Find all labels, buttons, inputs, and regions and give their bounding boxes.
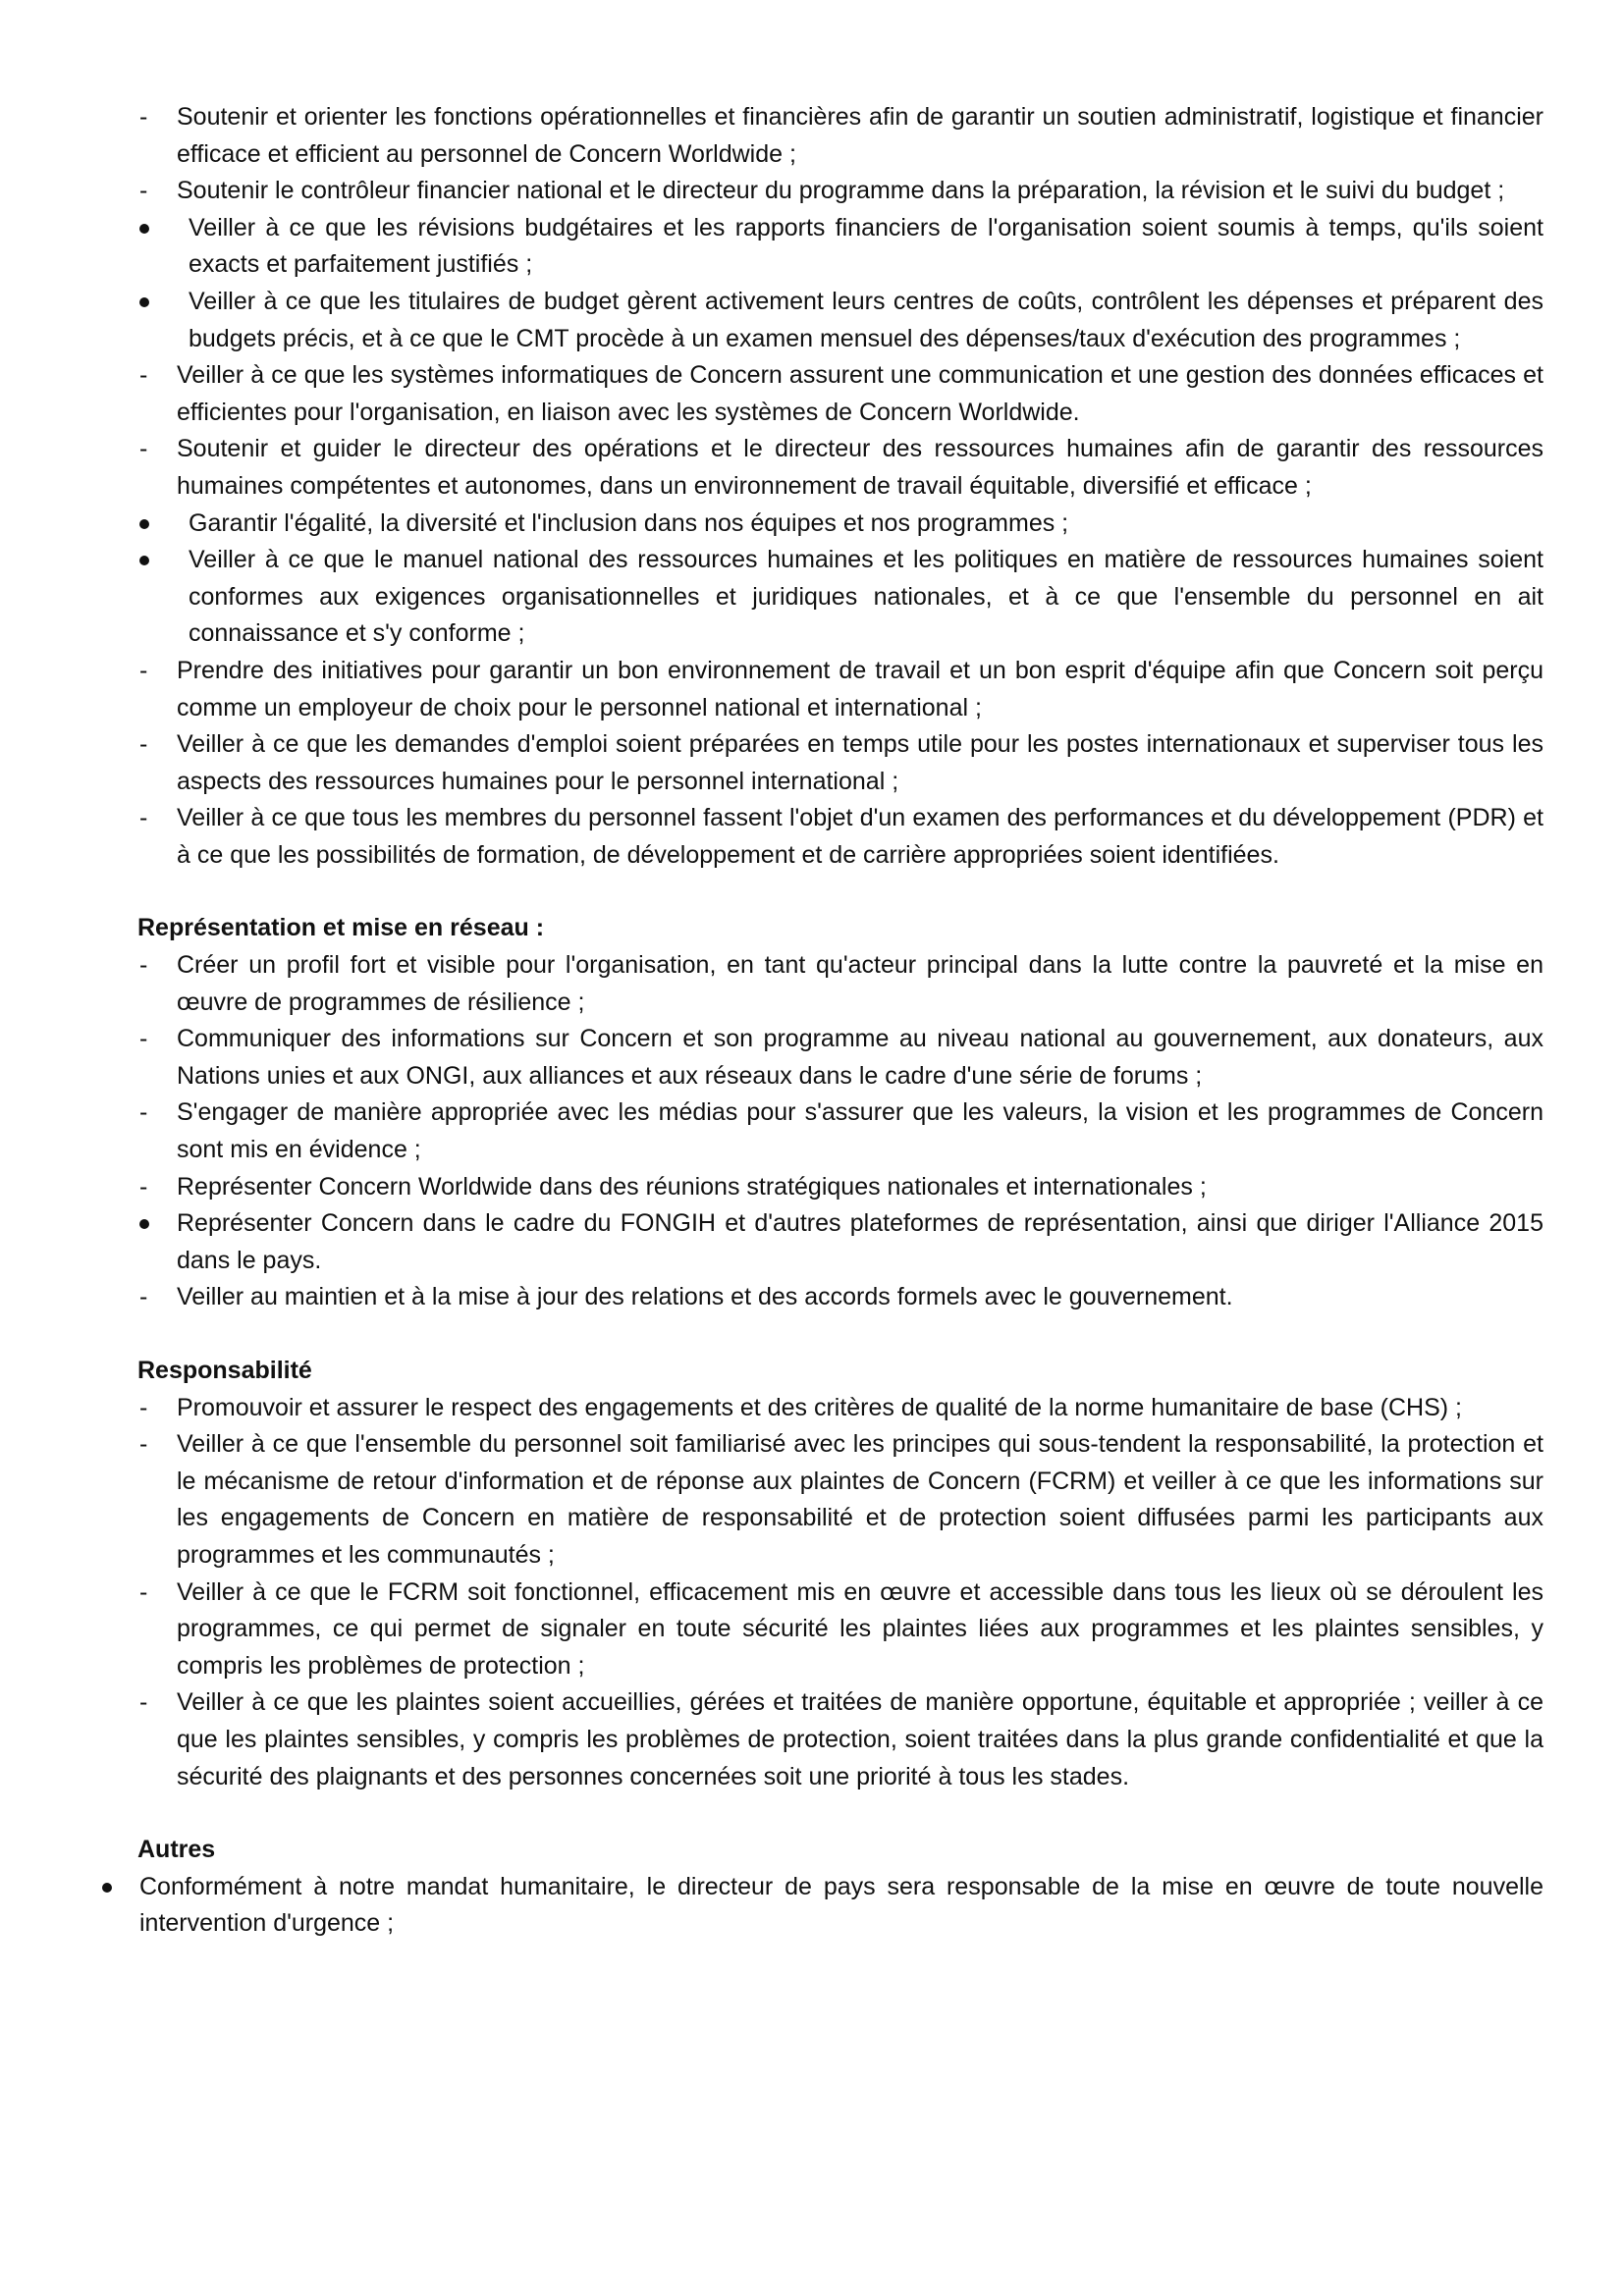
list-item-text: Veiller à ce que l'ensemble du personnel soit familiarisé avec les principes qui sous-tendent la responsabilité, la protection et le mécanisme de retour d'information et de réponse aux plaintes de Concern (FCRM) et veiller à ce que les informations sur les engagements de Concern en matière de responsabilité et de protection soient diffusées parmi les participants aux programmes et les communautés ; bbox=[177, 1430, 1543, 1569]
list-item-text: Garantir l'égalité, la diversité et l'inclusion dans nos équipes et nos programmes ; bbox=[189, 508, 1069, 537]
list-item bbox=[135, 726, 1543, 800]
list-item bbox=[135, 1095, 1543, 1168]
list-item bbox=[135, 1684, 1543, 1795]
list-item bbox=[135, 1169, 1543, 1206]
list-item bbox=[135, 1575, 1543, 1685]
list-item-text: S'engager de manière appropriée avec les médias pour s'assurer que les valeurs, la vision et les programmes de Concern sont mis en évidence ; bbox=[177, 1098, 1543, 1164]
list-item bbox=[135, 210, 1543, 284]
list-item-text: Veiller à ce que les plaintes soient accueillies, gérées et traitées de manière opportune, équitable et appropriée ; veiller à ce que les plaintes sensibles, y compris les problèmes de protection, soient traitées dans la plus grande confidentialité et que la sécurité des plaignants et des personnes concernées soit une priorité à tous les stades. bbox=[177, 1688, 1543, 1790]
list-item bbox=[98, 1869, 1543, 1943]
list-item-text: Veiller à ce que le FCRM soit fonctionnel, efficacement mis en œuvre et accessible dans tous les lieux où se déroulent les programmes, ce qui permet de signaler en toute sécurité les plaintes liées aux programmes et les plaintes sensibles, y compris les problèmes de protection ; bbox=[177, 1577, 1543, 1680]
dash-marker: - bbox=[139, 103, 148, 131]
list-item-text: Conformément à notre mandat humanitaire, le directeur de pays sera responsable de la mise en œuvre de toute nouvelle intervention d'urgence ; bbox=[139, 1872, 1543, 1938]
dash-marker: - bbox=[139, 804, 148, 832]
section-heading-representation: Représentation et mise en réseau : bbox=[137, 914, 545, 942]
bullet-icon bbox=[102, 1883, 112, 1893]
list-item-text: Veiller à ce que les titulaires de budget gèrent activement leurs centres de coûts, contrôlent les dépenses et préparent des budgets précis, et à ce que le CMT procède à un examen mensuel des dépenses/taux d'exécution des programmes ; bbox=[189, 287, 1543, 352]
list-item bbox=[135, 1279, 1543, 1316]
list-item-text: Prendre des initiatives pour garantir un bon environnement de travail et un bon esprit d'équipe afin que Concern soit perçu comme un employeur de choix pour le personnel national et international ; bbox=[177, 656, 1543, 721]
list-item bbox=[135, 947, 1543, 1021]
dash-marker: - bbox=[139, 1577, 148, 1606]
list-item bbox=[135, 1205, 1543, 1279]
list-item bbox=[135, 357, 1543, 431]
dash-marker: - bbox=[139, 1172, 148, 1201]
dash-marker: - bbox=[139, 656, 148, 684]
section-heading-responsabilite: Responsabilité bbox=[137, 1357, 312, 1384]
list-item bbox=[135, 506, 1543, 543]
list-item bbox=[135, 431, 1543, 505]
dash-marker: - bbox=[139, 730, 148, 759]
list-item-text: Soutenir le contrôleur financier national et le directeur du programme dans la préparation, la révision et le suivi du budget ; bbox=[177, 177, 1505, 205]
intro-list bbox=[135, 99, 1543, 874]
list-item-text: Veiller au maintien et à la mise à jour des relations et des accords formels avec le gouvernement. bbox=[177, 1283, 1233, 1311]
document-body bbox=[135, 99, 1543, 1943]
dash-marker: - bbox=[139, 361, 148, 390]
dash-marker: - bbox=[139, 435, 148, 463]
list-item-text: Veiller à ce que les systèmes informatiques de Concern assurent une communication et une gestion des données efficaces et efficientes pour l'organisation, en liaison avec les systèmes de Concern Worldwide. bbox=[177, 361, 1543, 426]
list-item-text: Veiller à ce que les demandes d'emploi soient préparées en temps utile pour les postes internationaux et superviser tous les aspects des ressources humaines pour le personnel international ; bbox=[177, 730, 1543, 795]
list-item bbox=[135, 1021, 1543, 1095]
responsabilite-list bbox=[135, 1390, 1543, 1796]
bullet-icon bbox=[139, 556, 149, 565]
representation-list bbox=[135, 947, 1543, 1316]
dash-marker: - bbox=[139, 1098, 148, 1127]
list-item-text: Représenter Concern dans le cadre du FONGIH et d'autres plateformes de représentation, ainsi que diriger l'Alliance 2015 dans le pays. bbox=[177, 1209, 1543, 1274]
list-item-text: Veiller à ce que le manuel national des ressources humaines et les politiques en matière de ressources humaines soient conformes aux exigences organisationnelles et juridiques nationales, et à ce que l'ensemble du personnel en ait connaissance et s'y conforme ; bbox=[189, 546, 1543, 648]
list-item-text: Créer un profil fort et visible pour l'organisation, en tant qu'acteur principal dans la lutte contre la pauvreté et la mise en œuvre de programmes de résilience ; bbox=[177, 951, 1543, 1016]
dash-marker: - bbox=[139, 951, 148, 980]
dash-marker: - bbox=[139, 1688, 148, 1717]
list-item-text: Communiquer des informations sur Concern et son programme au niveau national au gouvernement, aux donateurs, aux Nations unies et aux ONGI, aux alliances et aux réseaux dans le cadre d'une série de forums ; bbox=[177, 1025, 1543, 1090]
list-item bbox=[135, 1390, 1543, 1427]
bullet-icon bbox=[139, 224, 149, 234]
list-item-text: Veiller à ce que tous les membres du personnel fassent l'objet d'un examen des performances et du développement (PDR) et à ce que les possibilités de formation, de développement et de carrière appropriées soient identifiées. bbox=[177, 804, 1543, 869]
list-item-text: Soutenir et orienter les fonctions opérationnelles et financières afin de garantir un soutien administratif, logistique et financier efficace et efficient au personnel de Concern Worldwide ; bbox=[177, 103, 1543, 168]
bullet-icon bbox=[139, 519, 149, 529]
list-item-text: Représenter Concern Worldwide dans des réunions stratégiques nationales et internationales ; bbox=[177, 1172, 1207, 1201]
bullet-icon bbox=[139, 1219, 149, 1229]
dash-marker: - bbox=[139, 177, 148, 205]
list-item bbox=[135, 173, 1543, 210]
dash-marker: - bbox=[139, 1283, 148, 1311]
list-item bbox=[135, 800, 1543, 874]
list-item bbox=[135, 542, 1543, 653]
list-item bbox=[135, 1426, 1543, 1574]
bullet-icon bbox=[139, 297, 149, 307]
list-item bbox=[135, 284, 1543, 357]
list-item bbox=[135, 653, 1543, 726]
dash-marker: - bbox=[139, 1393, 148, 1421]
section-heading-autres: Autres bbox=[137, 1836, 216, 1864]
autres-list bbox=[135, 1869, 1543, 1943]
list-item-text: Soutenir et guider le directeur des opérations et le directeur des ressources humaines afin de garantir des ressources humaines compétentes et autonomes, dans un environnement de travail équitable, diversifié et efficace ; bbox=[177, 435, 1543, 500]
list-item-text: Promouvoir et assurer le respect des engagements et des critères de qualité de la norme humanitaire de base (CHS) ; bbox=[177, 1393, 1462, 1421]
dash-marker: - bbox=[139, 1025, 148, 1053]
list-item bbox=[135, 99, 1543, 173]
list-item-text: Veiller à ce que les révisions budgétaires et les rapports financiers de l'organisation soient soumis à temps, qu'ils soient exacts et parfaitement justifiés ; bbox=[189, 213, 1543, 279]
dash-marker: - bbox=[139, 1430, 148, 1459]
